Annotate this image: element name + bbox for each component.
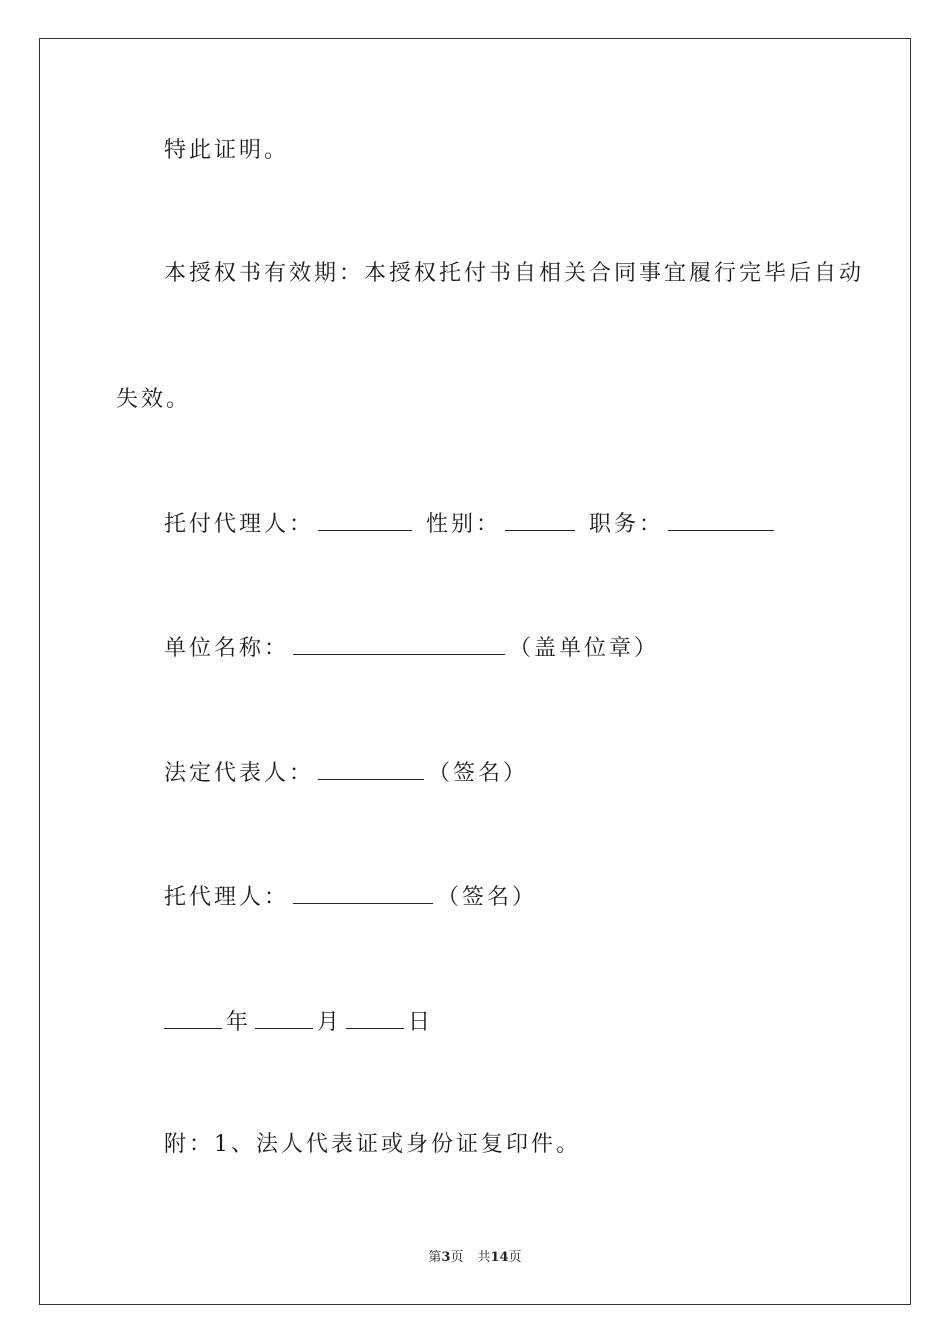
- certification-line: 特此证明。: [164, 138, 290, 163]
- position-field[interactable]: [668, 508, 774, 531]
- agent-label: 托付代理人：: [164, 512, 315, 537]
- legal-rep-line: [164, 757, 528, 789]
- proxy-field[interactable]: [293, 881, 433, 904]
- legal-rep-field[interactable]: [318, 757, 424, 780]
- month-label: 月: [317, 1010, 343, 1035]
- current-page-number: 3: [441, 1250, 451, 1265]
- agent-name-field[interactable]: [318, 508, 412, 531]
- agent-info-line: [164, 508, 778, 540]
- unit-name-field[interactable]: [293, 632, 505, 655]
- proxy-sign-note: （签名）: [437, 885, 538, 910]
- total-suffix: 页: [508, 1250, 522, 1265]
- legal-rep-label: 法定代表人：: [164, 761, 315, 786]
- position-label: 职务：: [589, 512, 665, 537]
- day-label: 日: [408, 1010, 434, 1035]
- page-footer: [0, 1246, 950, 1265]
- gender-label: 性别：: [426, 512, 502, 537]
- attachment-line: 附：1、法人代表证或身份证复印件。: [164, 1132, 581, 1157]
- gender-field[interactable]: [505, 508, 575, 531]
- month-field[interactable]: [255, 1006, 313, 1029]
- year-label: 年: [226, 1010, 252, 1035]
- unit-seal-note: （盖单位章）: [509, 636, 660, 661]
- unit-label: 单位名称：: [164, 636, 290, 661]
- proxy-label: 托代理人：: [164, 885, 290, 910]
- page-prefix: 第: [428, 1250, 442, 1265]
- validity-line: 本授权书有效期：本授权托付书自相关合同事宜履行完毕后自动: [164, 261, 865, 286]
- legal-rep-sign-note: （签名）: [428, 761, 529, 786]
- total-prefix: 共: [477, 1250, 491, 1265]
- date-line: [164, 1006, 433, 1038]
- total-page-number: 14: [490, 1250, 509, 1265]
- unit-name-line: [164, 632, 659, 664]
- year-field[interactable]: [164, 1006, 222, 1029]
- validity-line-continued: 失效。: [116, 387, 192, 412]
- day-field[interactable]: [346, 1006, 404, 1029]
- page-border: [39, 38, 911, 1305]
- proxy-line: [164, 881, 537, 913]
- page-suffix: 页: [450, 1250, 464, 1265]
